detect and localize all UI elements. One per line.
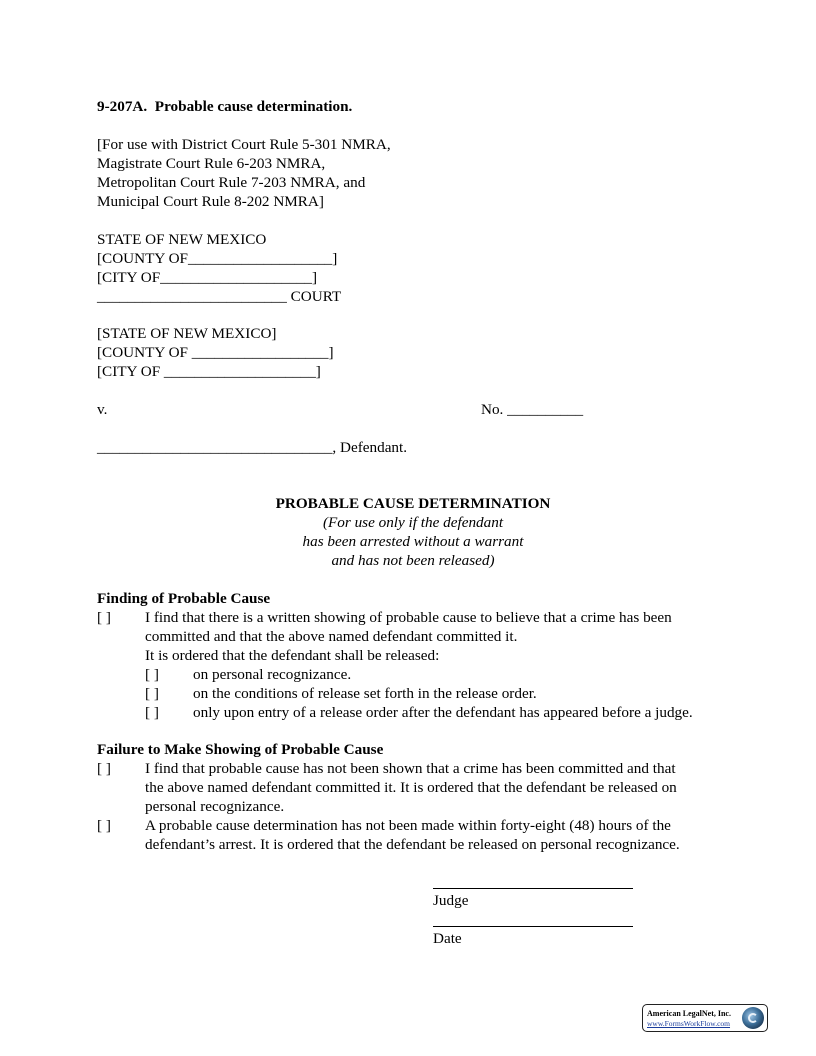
title-subtitle: and has not been released) <box>331 552 495 569</box>
defendant-line[interactable]: _______________________________, Defendant. <box>97 439 408 456</box>
plaintiff-line: [STATE OF NEW MEXICO] <box>97 325 277 342</box>
failure-text: defendant’s arrest. It is ordered that the defendant be released on personal recognizance. <box>145 836 680 853</box>
globe-icon <box>742 1007 764 1029</box>
court-line: [COUNTY OF___________________] <box>97 250 338 267</box>
failure-checkbox[interactable]: [ ] <box>97 817 111 834</box>
finding-checkbox[interactable]: [ ] <box>97 609 111 626</box>
release-option-checkbox[interactable]: [ ] <box>145 704 159 721</box>
publisher-name: American LegalNet, Inc. <box>647 1009 731 1018</box>
title-subtitle: (For use only if the defendant <box>322 514 504 531</box>
court-line: [CITY OF____________________] <box>97 269 318 286</box>
judge-label: Judge <box>433 892 469 909</box>
usage-line: [For use with District Court Rule 5-301 NMRA, <box>97 136 391 153</box>
usage-line: Magistrate Court Rule 6-203 NMRA, <box>97 155 326 172</box>
failure-text: A probable cause determination has not been made within forty-eight (48) hours of the <box>145 817 671 834</box>
judge-signature-line[interactable] <box>433 888 633 889</box>
date-signature-line[interactable] <box>433 926 633 927</box>
failure-checkbox[interactable]: [ ] <box>97 760 111 777</box>
case-number-field[interactable]: No. __________ <box>481 401 584 418</box>
failure-text: the above named defendant committed it. It is ordered that the defendant be released on <box>145 779 677 796</box>
usage-line: Metropolitan Court Rule 7-203 NMRA, and <box>97 174 366 191</box>
plaintiff-line: [COUNTY OF __________________] <box>97 344 334 361</box>
court-line: _________________________ COURT <box>97 288 342 305</box>
usage-line: Municipal Court Rule 8-202 NMRA] <box>97 193 324 210</box>
finding-heading: Finding of Probable Cause <box>97 590 271 607</box>
failure-text: I find that probable cause has not been shown that a crime has been committed and that <box>145 760 676 777</box>
release-option-checkbox[interactable]: [ ] <box>145 685 159 702</box>
release-option-checkbox[interactable]: [ ] <box>145 666 159 683</box>
publisher-logo[interactable] <box>642 1004 768 1032</box>
plaintiff-line: [CITY OF ____________________] <box>97 363 321 380</box>
release-option-text: only upon entry of a release order after the defendant has appeared before a judge. <box>193 704 693 721</box>
title-subtitle: has been arrested without a warrant <box>302 533 524 550</box>
document-title: PROBABLE CAUSE DETERMINATION <box>275 495 551 512</box>
finding-text: committed and that the above named defendant committed it. <box>145 628 518 645</box>
finding-text: It is ordered that the defendant shall be released: <box>145 647 440 664</box>
finding-text: I find that there is a written showing of probable cause to believe that a crime has been <box>145 609 672 626</box>
court-line: STATE OF NEW MEXICO <box>97 231 267 248</box>
failure-heading: Failure to Make Showing of Probable Cause <box>97 741 384 758</box>
versus-label: v. <box>97 401 108 418</box>
publisher-url-link[interactable]: www.FormsWorkFlow.com <box>647 1019 731 1028</box>
rule-heading: 9-207A. Probable cause determination. <box>97 98 353 115</box>
release-option-text: on the conditions of release set forth in the release order. <box>193 685 537 702</box>
failure-text: personal recognizance. <box>145 798 285 815</box>
release-option-text: on personal recognizance. <box>193 666 352 683</box>
date-label: Date <box>433 930 462 947</box>
